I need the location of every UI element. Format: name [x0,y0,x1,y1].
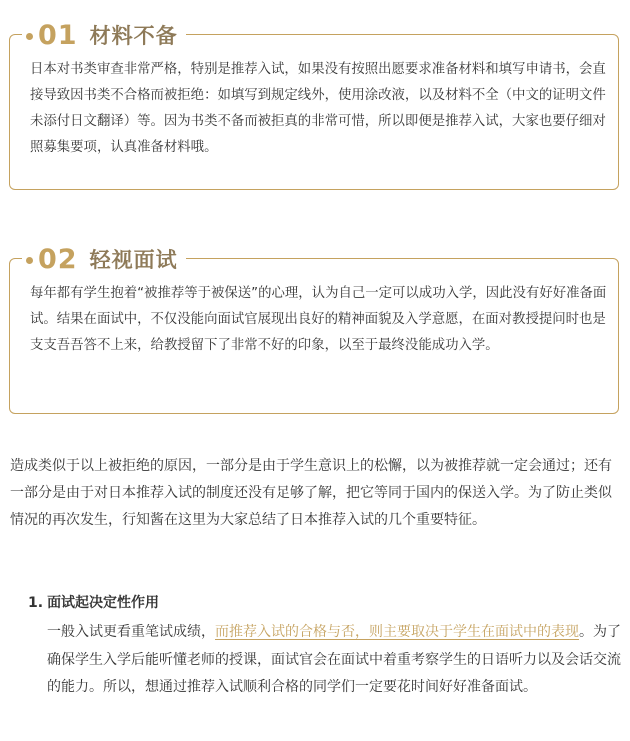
bullet-dot-icon [26,33,33,40]
list-item-heading [28,592,624,614]
section-number: 02 [38,243,78,275]
bullet-dot-icon [26,257,33,264]
section-title: 材料不备 [89,24,178,48]
section-card-materials [9,19,619,190]
section-body: 日本对书类审查非常严格，特别是推荐入试，如果没有按照出愿要求准备材料和填写申请书，会直接导致因书类不合格而被拒绝：如填写到规定线外，使用涂改液，以及材料不全（中文的证明文件未添付日文翻译）等。因为书类不备而被拒真的非常可惜，所以即便是推荐入试，大家也要仔细对照募集要项，认真准备材料哦。 [30,62,606,155]
section-header [22,15,186,55]
section-title: 轻视面试 [89,248,178,272]
summary-paragraph: 造成类似于以上被拒绝的原因，一部分是由于学生意识上的松懈，以为被推荐就一定会通过；还有一部分是由于对日本推荐入试的制度还没有足够了解，把它等同于国内的保送入学。为了防止类似情况的再次发生，行知酱在这里为大家总结了日本推荐入试的几个重要特征。 [10,458,612,528]
body-text-after: 。为了确保学生入学后能听懂老师的授课，面试官会在面试中着重考察学生的日语听力以及会话交流的能力。所以，想通过推荐入试顺利合格的同学们一定要花时间好好准备面试。 [47,624,621,695]
body-text-before: 一般入试更看重笔试成绩， [47,624,215,640]
list-item-body [47,619,624,702]
highlighted-link[interactable]: 而推荐入试的合格与否，则主要取决于学生在面试中的表现 [215,624,579,640]
list-item-title: 面试起决定性作用 [47,595,160,611]
section-card-interview [9,243,619,414]
section-number: 01 [38,19,78,51]
section-header [22,239,186,279]
list-item-number: 1. [28,595,44,611]
section-body: 每年都有学生抱着“被推荐等于被保送”的心理，认为自己一定可以成功入学，因此没有好好准备面试。结果在面试中，不仅没能向面试官展现出良好的精神面貌及入学意愿，在面对教授提问时也是支支吾吾答不上来，给教授留下了非常不好的印象，以至于最终没能成功入学。 [30,286,607,353]
list-item [28,592,624,702]
